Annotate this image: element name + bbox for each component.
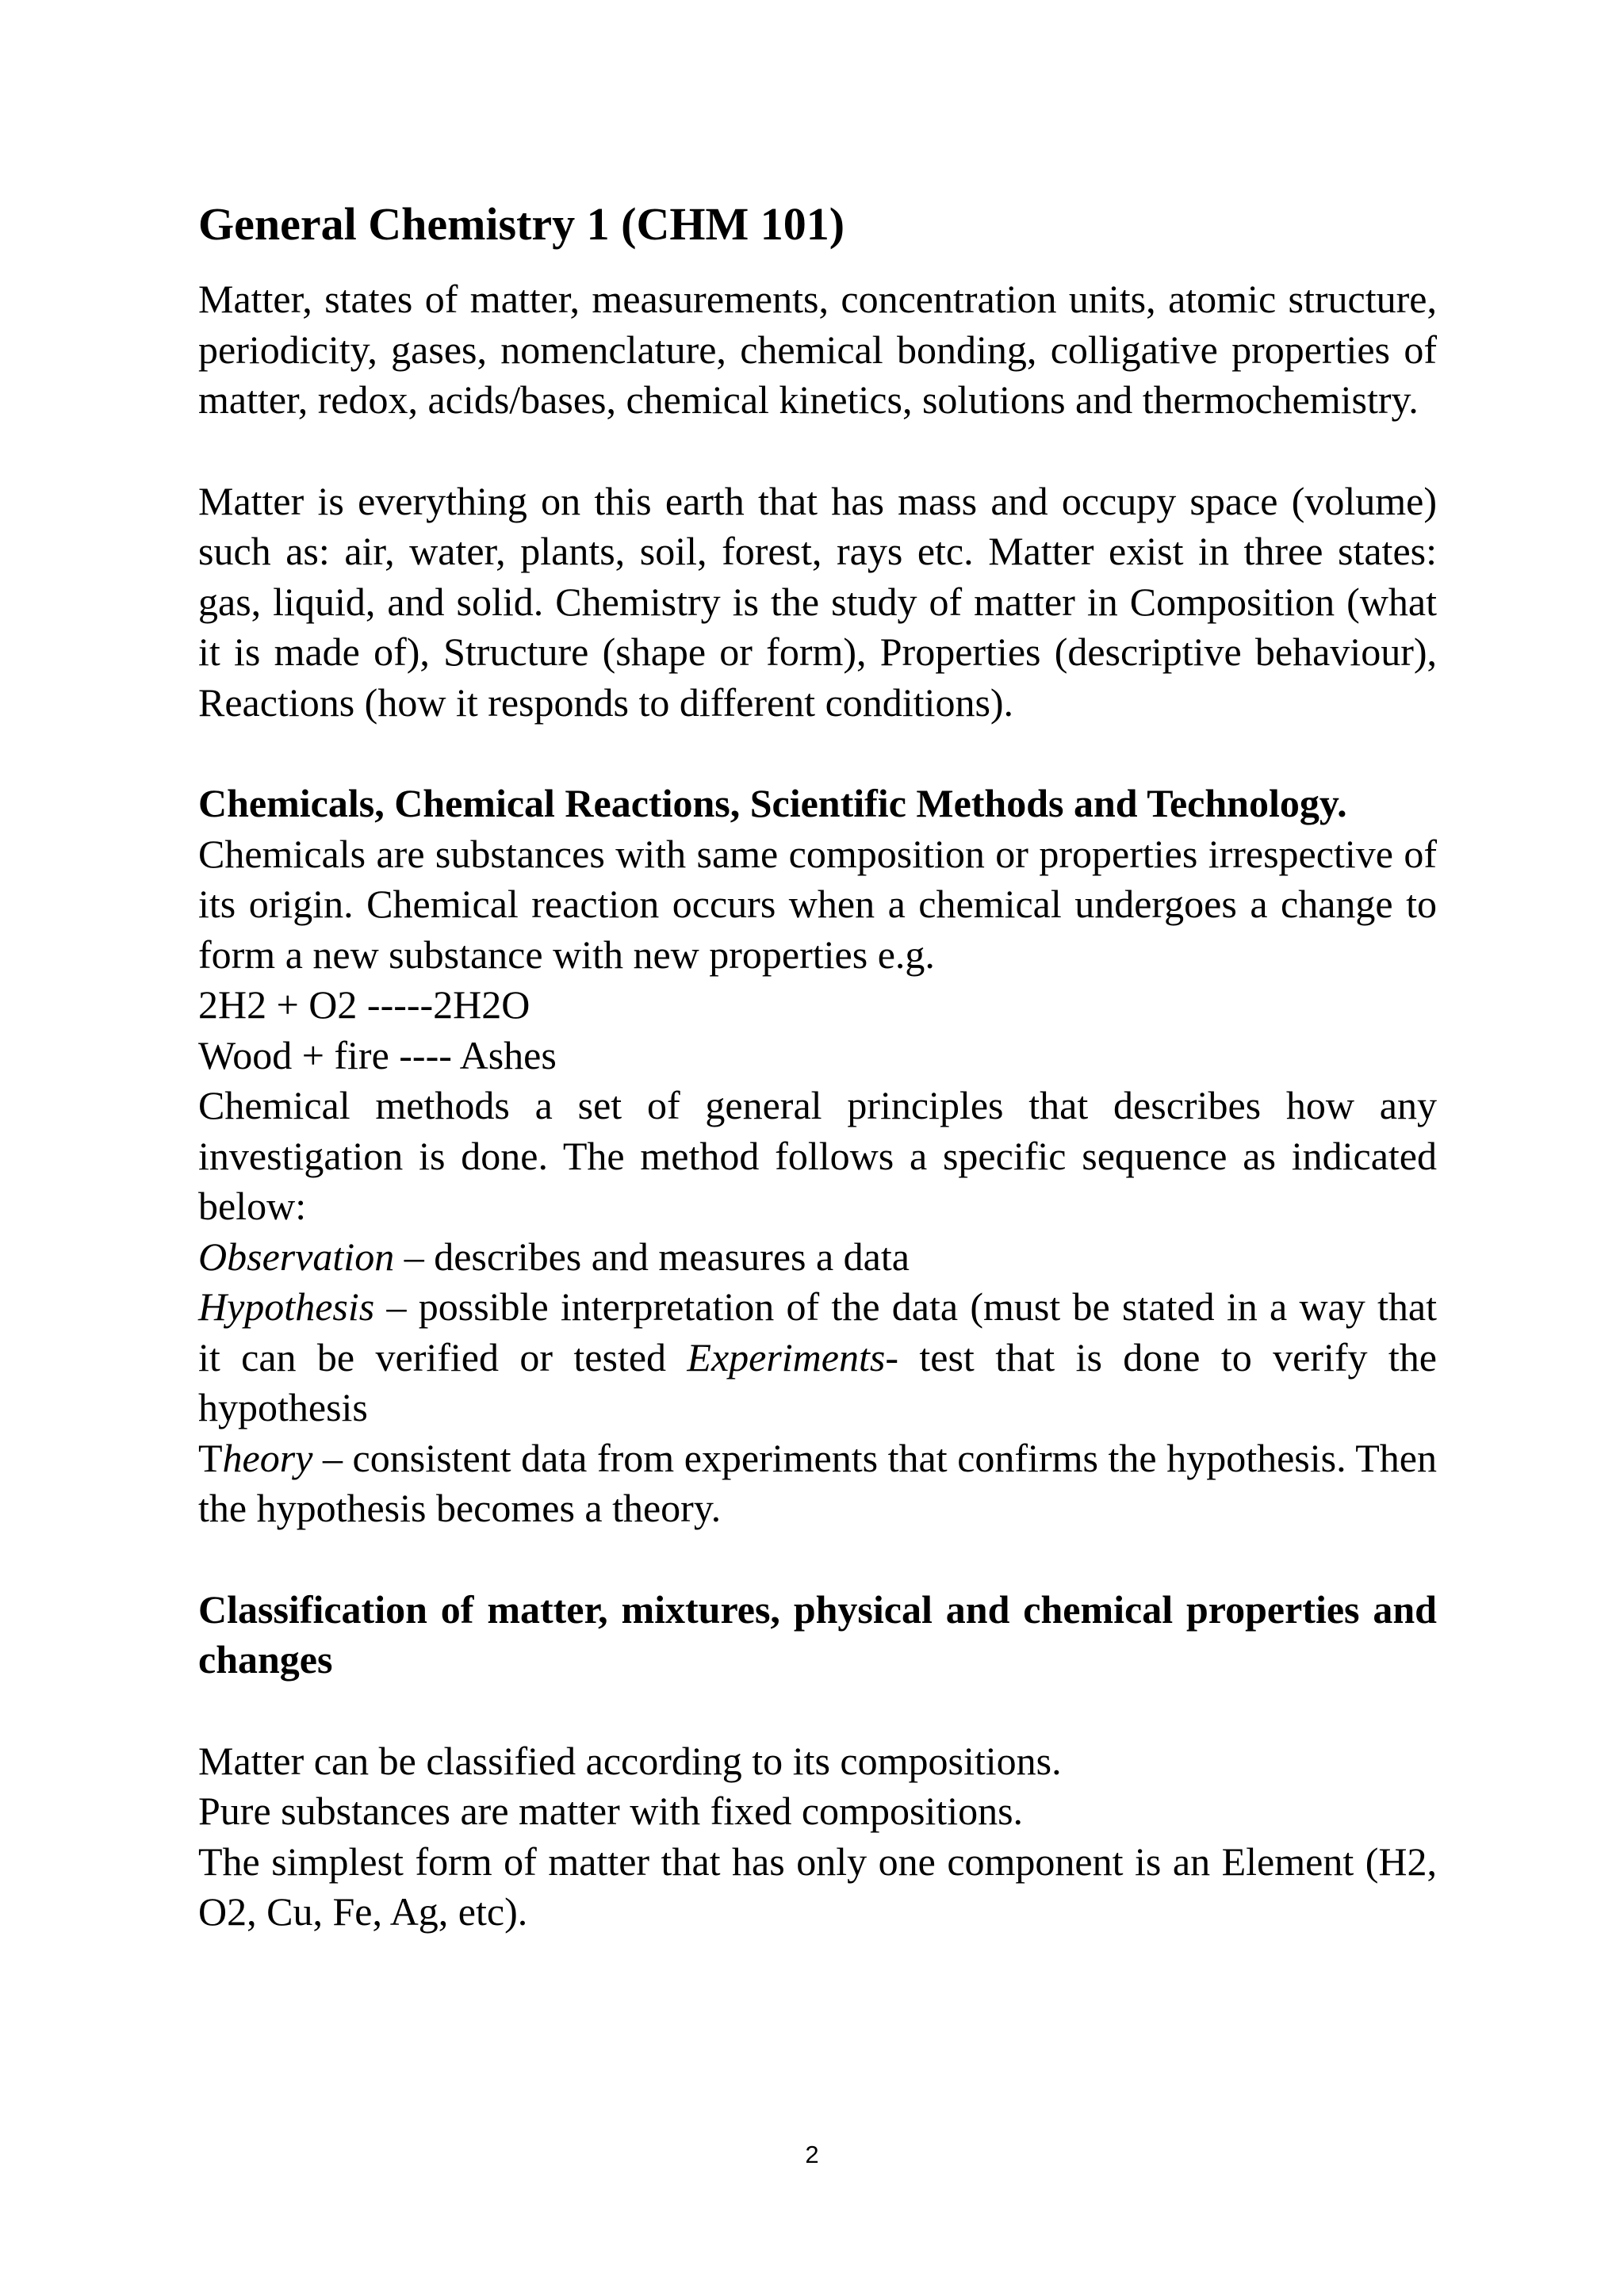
classification-line-3: The simplest form of matter that has only one component is an Element (H2, O2, Cu, Fe, Ag, etc). — [198, 1839, 1437, 1934]
spacer — [198, 1686, 1437, 1736]
experiments-text: - test that is done to verify the hypothesis — [198, 1334, 1437, 1429]
chemical-methods-paragraph: Chemical methods a set of general principles that describes how any investigation is done. The method follows a specific sequence as indicated below: — [198, 1083, 1437, 1228]
theory-term: heory — [222, 1435, 313, 1480]
spacer — [198, 426, 1437, 476]
classification-line-1: Matter can be classified according to its compositions. — [198, 1738, 1062, 1783]
page-number: 2 — [805, 2141, 819, 2168]
observation-term: Observation — [198, 1234, 395, 1279]
course-topics-paragraph: Matter, states of matter, measurements, concentration units, atomic structure, periodicity, gases, nomenclature, chemical bonding, colligative properties of matter, redox, acids/bases, chemical kinetics, solutions and thermochemistry. — [198, 277, 1437, 422]
hypothesis-term: Hypothesis — [198, 1284, 375, 1329]
experiments-term: Experiments — [687, 1334, 886, 1380]
matter-definition-paragraph: Matter is everything on this earth that has mass and occupy space (volume) such as: air, water, plants, soil, forest, rays etc. Matter exist in three states: gas, liquid, and solid. Chemistry is the study of matter in Composition (what it is made of), Structure (shape or form), Properties (descriptive behaviour), Reactions (how it responds to different conditions). — [198, 478, 1437, 725]
spacer — [198, 728, 1437, 779]
page-title: General Chemistry 1 (CHM 101) — [198, 198, 845, 250]
section-heading-classification: Classification of matter, mixtures, physical and chemical properties and changes — [198, 1586, 1437, 1682]
classification-line-2: Pure substances are matter with fixed compositions. — [198, 1789, 1024, 1833]
reaction-equation-water: 2H2 + O2 -----2H2O — [198, 982, 530, 1027]
theory-paragraph — [198, 1433, 1437, 1534]
theory-initial: T — [198, 1435, 223, 1480]
hypothesis-text: – possible interpretation of the data (must be stated in a way that it can be verified or tested — [198, 1284, 1437, 1380]
spacer — [198, 1534, 1437, 1585]
observation-text: – describes and measures a data — [394, 1234, 910, 1279]
theory-text: – consistent data from experiments that confirms the hypothesis. Then the hypothesis becomes a theory. — [198, 1435, 1437, 1530]
document-page — [198, 197, 1437, 1938]
chemicals-paragraph: Chemicals are substances with same composition or properties irrespective of its origin. Chemical reaction occurs when a chemical undergoes a change to form a new substance with new properties e.g. — [198, 831, 1437, 977]
reaction-equation-wood: Wood + fire ---- Ashes — [198, 1032, 557, 1077]
observation-line — [198, 1232, 1437, 1283]
section-heading-chemicals: Chemicals, Chemical Reactions, Scientific Methods and Technology. — [198, 781, 1347, 825]
hypothesis-paragraph — [198, 1282, 1437, 1433]
